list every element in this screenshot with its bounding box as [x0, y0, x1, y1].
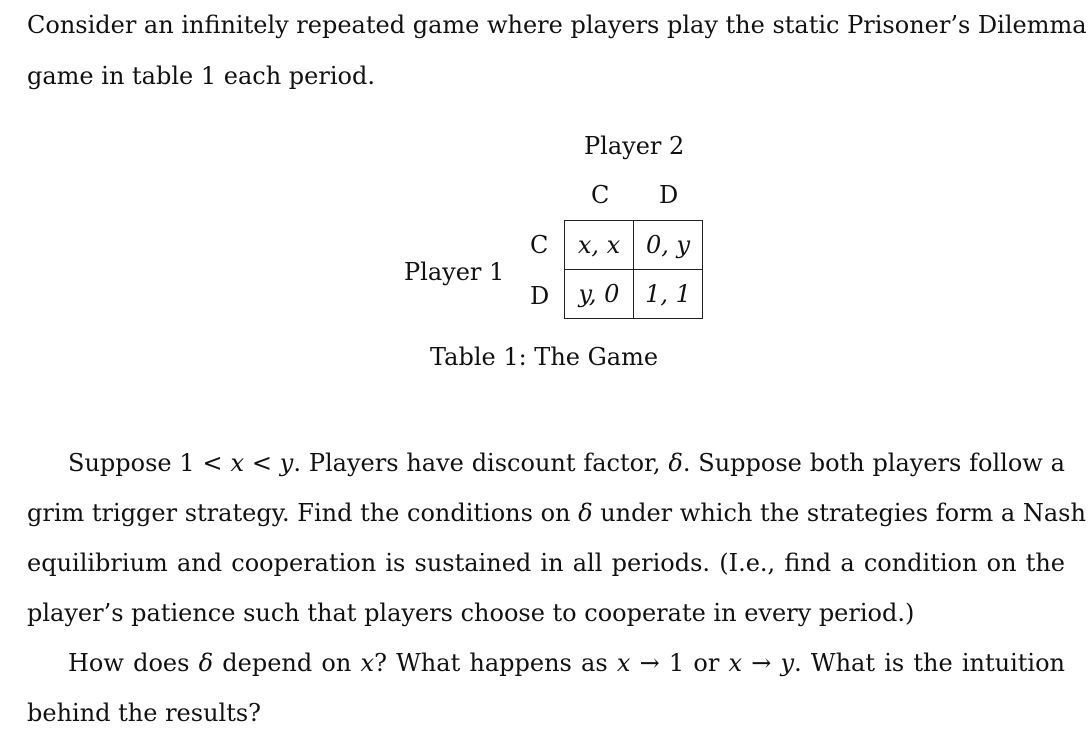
math-y: y — [780, 649, 795, 677]
col-header-c: C — [591, 181, 610, 209]
text-segment: . Suppose both players follow a — [682, 449, 1065, 477]
text-segment: . What is the intuition — [794, 649, 1066, 677]
question-p1-line-1 — [68, 448, 1065, 478]
payoff-row-d — [565, 270, 703, 319]
text-segment: depend on — [213, 649, 361, 677]
question-p1-line-2 — [27, 498, 1086, 528]
text-segment: → — [742, 649, 781, 677]
math-x: x — [360, 649, 375, 677]
player2-label: Player 2 — [584, 132, 685, 160]
payoff-cell-dc: y, 0 — [565, 270, 634, 319]
math-delta: δ — [668, 449, 683, 477]
question-p1-line-3: equilibrium and cooperation is sustained in all periods. (I.e., find a condition on the — [27, 549, 1065, 577]
row-header-d: D — [530, 282, 550, 310]
question-p2-line-1 — [68, 648, 1065, 678]
question-p2-line-2: behind the results? — [27, 699, 262, 727]
payoff-cell-cd: 0, y — [634, 221, 703, 270]
text-segment: How does — [68, 649, 199, 677]
text-segment: Suppose 1 < — [68, 449, 231, 477]
col-header-d: D — [659, 181, 679, 209]
text-segment: under which the strategies form a Nash — [592, 499, 1086, 527]
text-segment: grim trigger strategy. Find the conditions on — [27, 499, 579, 527]
math-y: y — [279, 449, 294, 477]
row-header-c: C — [530, 231, 549, 259]
payoff-cell-dd: 1, 1 — [634, 270, 703, 319]
text-segment: → 1 or — [630, 649, 729, 677]
question-p1-line-4: player’s patience such that players choose to cooperate in every period.) — [27, 599, 915, 627]
payoff-matrix — [564, 220, 703, 319]
payoff-cell-cc: x, x — [565, 221, 634, 270]
intro-line-1: Consider an infinitely repeated game where players play the static Prisoner’s Dilemma — [27, 11, 1087, 39]
math-x: x — [230, 449, 245, 477]
text-segment: ? What happens as — [374, 649, 617, 677]
intro-line-2: game in table 1 each period. — [27, 62, 375, 90]
math-delta: δ — [578, 499, 593, 527]
player1-label: Player 1 — [404, 258, 505, 286]
payoff-row-c — [565, 221, 703, 270]
math-x: x — [728, 649, 743, 677]
table-caption: Table 1: The Game — [430, 343, 659, 371]
math-x: x — [616, 649, 631, 677]
text-segment: < — [244, 449, 280, 477]
text-segment: . Players have discount factor, — [293, 449, 669, 477]
math-delta: δ — [198, 649, 214, 677]
